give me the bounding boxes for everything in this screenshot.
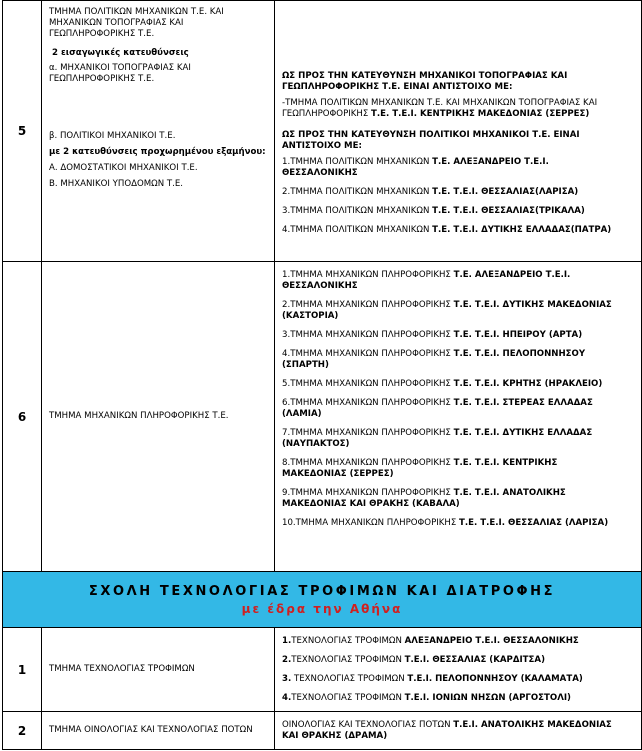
list-item: 2.ΤΕΧΝΟΛΟΓΙΑΣ ΤΡΟΦΙΜΩΝ Τ.Ε.Ι. ΘΕΣΣΑΛΙΑΣ (ΚΑΡΔΙΤΣΑ) — [282, 654, 545, 665]
list-item: 3.ΤΜΗΜΑ ΠΟΛΙΤΙΚΩΝ ΜΗΧΑΝΙΚΩΝ Τ.Ε. Τ.Ε.Ι. ΘΕΣΣΑΛΙΑΣ(ΤΡΙΚΑΛΑ) — [282, 206, 585, 216]
directions-label: 2 εισαγωγικές κατευθύνσεις — [52, 48, 189, 58]
advanced-label: με 2 κατευθύνσεις προχωρημένου εξαμήνου: — [49, 147, 266, 157]
list-item: 1.ΤΜΗΜΑ ΜΗΧΑΝΙΚΩΝ ΠΛΗΡΟΦΟΡΙΚΗΣ Τ.Ε. ΑΛΕΞΑΝΔΡΕΙΟ Τ.Ε.Ι. ΘΕΣΣΑΛΟΝΙΚΗΣ — [282, 270, 571, 291]
advanced-b: Β. ΜΗΧΑΝΙΚΟΙ ΥΠΟΔΟΜΩΝ Τ.Ε. — [49, 179, 184, 189]
direction-b: β. ΠΟΛΙΤΙΚΟΙ ΜΗΧΑΝΙΚΟΙ Τ.Ε. — [49, 131, 176, 141]
list-item: 3.ΤΜΗΜΑ ΜΗΧΑΝΙΚΩΝ ΠΛΗΡΟΦΟΡΙΚΗΣ Τ.Ε. Τ.Ε.Ι. ΗΠΕΙΡΟΥ (ΑΡΤΑ) — [282, 330, 583, 340]
department-cell — [42, 628, 275, 712]
equiv-topo-item: -ΤΜΗΜΑ ΠΟΛΙΤΙΚΩΝ ΜΗΧΑΝΙΚΩΝ Τ.Ε. ΚΑΙ ΜΗΧΑΝΙΚΩΝ ΤΟΠΟΓΡΑΦΙΑΣ ΚΑΙ ΓΕΩΠΛΗΡΟΦΟΡΙΚΗΣ Τ.Ε. Τ.Ε.Ι. ΚΕΝΤΡΙΚΗΣ ΜΑΚΕΔΟΝΙΑΣ (ΣΕΡΡΕΣ) — [282, 98, 598, 119]
school-header-row — [3, 572, 642, 628]
row-number: 6 — [3, 262, 42, 572]
department-cell — [42, 1, 275, 262]
school-seat: με έδρα την Αθήνα — [241, 601, 403, 616]
table-row — [3, 262, 642, 572]
list-item: 6.ΤΜΗΜΑ ΜΗΧΑΝΙΚΩΝ ΠΛΗΡΟΦΟΡΙΚΗΣ Τ.Ε. Τ.Ε.Ι. ΣΤΕΡΕΑΣ ΕΛΛΑΔΑΣ (ΛΑΜΙΑ) — [282, 398, 593, 419]
list-item: 1.ΤΜΗΜΑ ΠΟΛΙΤΙΚΩΝ ΜΗΧΑΝΙΚΩΝ Τ.Ε. ΑΛΕΞΑΝΔΡΕΙΟ Τ.Ε.Ι. ΘΕΣΣΑΛΟΝΙΚΗΣ — [282, 157, 549, 178]
department-name: ΤΜΗΜΑ ΟΙΝΟΛΟΓΙΑΣ ΚΑΙ ΤΕΧΝΟΛΟΓΙΑΣ ΠΟΤΩΝ — [49, 725, 253, 735]
department-name: ΤΜΗΜΑ ΠΟΛΙΤΙΚΩΝ ΜΗΧΑΝΙΚΩΝ Τ.Ε. ΚΑΙ ΜΗΧΑΝΙΚΩΝ ΤΟΠΟΓΡΑΦΙΑΣ ΚΑΙ ΓΕΩΠΛΗΡΟΦΟΡΙΚΗΣ Τ.Ε. — [49, 7, 224, 39]
equivalence-cell — [275, 1, 642, 262]
department-name: ΤΜΗΜΑ ΤΕΧΝΟΛΟΓΙΑΣ ΤΡΟΦΙΜΩΝ — [49, 664, 195, 674]
equivalence-cell — [275, 628, 642, 712]
equiv-civil-heading: ΩΣ ΠΡΟΣ ΤΗΝ ΚΑΤΕΥΘΥΝΣΗ ΠΟΛΙΤΙΚΟΙ ΜΗΧΑΝΙΚΟΙ Τ.Ε. ΕΙΝΑΙ ΑΝΤΙΣΤΟΙΧΟ ΜΕ: — [282, 130, 580, 151]
list-item: 10.ΤΜΗΜΑ ΜΗΧΑΝΙΚΩΝ ΠΛΗΡΟΦΟΡΙΚΗΣ Τ.Ε. Τ.Ε.Ι. ΘΕΣΣΑΛΙΑΣ (ΛΑΡΙΣΑ) — [282, 518, 609, 528]
row-number: 2 — [3, 712, 42, 750]
table-row — [3, 712, 642, 750]
school-header — [3, 572, 642, 628]
list-item: 4.ΤΜΗΜΑ ΠΟΛΙΤΙΚΩΝ ΜΗΧΑΝΙΚΩΝ Τ.Ε. Τ.Ε.Ι. ΔΥΤΙΚΗΣ ΕΛΛΑΔΑΣ(ΠΑΤΡΑ) — [282, 225, 612, 235]
advanced-a: Α. ΔΟΜΟΣΤΑΤΙΚΟΙ ΜΗΧΑΝΙΚΟΙ Τ.Ε. — [49, 163, 198, 173]
equivalence-cell — [275, 712, 642, 750]
equiv-topo-heading: ΩΣ ΠΡΟΣ ΤΗΝ ΚΑΤΕΥΘΥΝΣΗ ΜΗΧΑΝΙΚΟΙ ΤΟΠΟΓΡΑΦΙΑΣ ΚΑΙ ΓΕΩΠΛΗΡΟΦΟΡΙΚΗΣ Τ.Ε. ΕΙΝΑΙ ΑΝΤΙΣΤΟΙΧΟ ΜΕ: — [282, 71, 568, 92]
row-number: 5 — [3, 1, 42, 262]
list-item: 1.ΤΕΧΝΟΛΟΓΙΑΣ ΤΡΟΦΙΜΩΝ ΑΛΕΞΑΝΔΡΕΙΟ Τ.Ε.Ι. ΘΕΣΣΑΛΟΝΙΚΗΣ — [282, 635, 579, 646]
list-item: 4.ΤΜΗΜΑ ΜΗΧΑΝΙΚΩΝ ΠΛΗΡΟΦΟΡΙΚΗΣ Τ.Ε. Τ.Ε.Ι. ΠΕΛΟΠΟΝΝΗΣΟΥ (ΣΠΑΡΤΗ) — [282, 349, 586, 370]
direction-a: α. ΜΗΧΑΝΙΚΟΙ ΤΟΠΟΓΡΑΦΙΑΣ ΚΑΙ ΓΕΩΠΛΗΡΟΦΟΡΙΚΗΣ Τ.Ε. — [49, 63, 191, 84]
list-item: 3. ΤΕΧΝΟΛΟΓΙΑΣ ΤΡΟΦΙΜΩΝ Τ.Ε.Ι. ΠΕΛΟΠΟΝΝΗΣΟΥ (ΚΑΛΑΜΑΤΑ) — [282, 673, 583, 684]
list-item: 2.ΤΜΗΜΑ ΠΟΛΙΤΙΚΩΝ ΜΗΧΑΝΙΚΩΝ Τ.Ε. Τ.Ε.Ι. ΘΕΣΣΑΛΙΑΣ(ΛΑΡΙΣΑ) — [282, 187, 579, 197]
list-item: 5.ΤΜΗΜΑ ΜΗΧΑΝΙΚΩΝ ΠΛΗΡΟΦΟΡΙΚΗΣ Τ.Ε. Τ.Ε.Ι. ΚΡΗΤΗΣ (ΗΡΑΚΛΕΙΟ) — [282, 379, 603, 389]
department-cell — [42, 712, 275, 750]
list-item: 2.ΤΜΗΜΑ ΜΗΧΑΝΙΚΩΝ ΠΛΗΡΟΦΟΡΙΚΗΣ Τ.Ε. Τ.Ε.Ι. ΔΥΤΙΚΗΣ ΜΑΚΕΔΟΝΙΑΣ (ΚΑΣΤΟΡΙΑ) — [282, 300, 612, 321]
list-item: 8.ΤΜΗΜΑ ΜΗΧΑΝΙΚΩΝ ΠΛΗΡΟΦΟΡΙΚΗΣ Τ.Ε. Τ.Ε.Ι. ΚΕΝΤΡΙΚΗΣ ΜΑΚΕΔΟΝΙΑΣ (ΣΕΡΡΕΣ) — [282, 458, 558, 479]
department-name: ΤΜΗΜΑ ΜΗΧΑΝΙΚΩΝ ΠΛΗΡΟΦΟΡΙΚΗΣ Τ.Ε. — [49, 411, 229, 421]
list-item: 9.ΤΜΗΜΑ ΜΗΧΑΝΙΚΩΝ ΠΛΗΡΟΦΟΡΙΚΗΣ Τ.Ε. Τ.Ε.Ι. ΑΝΑΤΟΛΙΚΗΣ ΜΑΚΕΔΟΝΙΑΣ ΚΑΙ ΘΡΑΚΗΣ (ΚΑΒΑΛΑ) — [282, 488, 566, 509]
equivalence-cell — [275, 262, 642, 572]
table-row — [3, 628, 642, 712]
list-item: ΟΙΝΟΛΟΓΙΑΣ ΚΑΙ ΤΕΧΝΟΛΟΓΙΑΣ ΠΟΤΩΝ Τ.Ε.Ι. ΑΝΑΤΟΛΙΚΗΣ ΜΑΚΕΔΟΝΙΑΣ ΚΑΙ ΘΡΑΚΗΣ (ΔΡΑΜΑ) — [282, 719, 612, 741]
table-row — [3, 1, 642, 262]
department-cell — [42, 262, 275, 572]
row-number: 1 — [3, 628, 42, 712]
list-item: 4.ΤΕΧΝΟΛΟΓΙΑΣ ΤΡΟΦΙΜΩΝ Τ.Ε.Ι. ΙΟΝΙΩΝ ΝΗΣΩΝ (ΑΡΓΟΣΤΟΛΙ) — [282, 692, 571, 703]
list-item: 7.ΤΜΗΜΑ ΜΗΧΑΝΙΚΩΝ ΠΛΗΡΟΦΟΡΙΚΗΣ Τ.Ε. Τ.Ε.Ι. ΔΥΤΙΚΗΣ ΕΛΛΑΔΑΣ (ΝΑΥΠΑΚΤΟΣ) — [282, 428, 593, 449]
school-title: ΣΧΟΛΗ ΤΕΧΝΟΛΟΓΙΑΣ ΤΡΟΦΙΜΩΝ ΚΑΙ ΔΙΑΤΡΟΦΗΣ — [88, 583, 556, 599]
equivalence-table — [2, 0, 642, 750]
